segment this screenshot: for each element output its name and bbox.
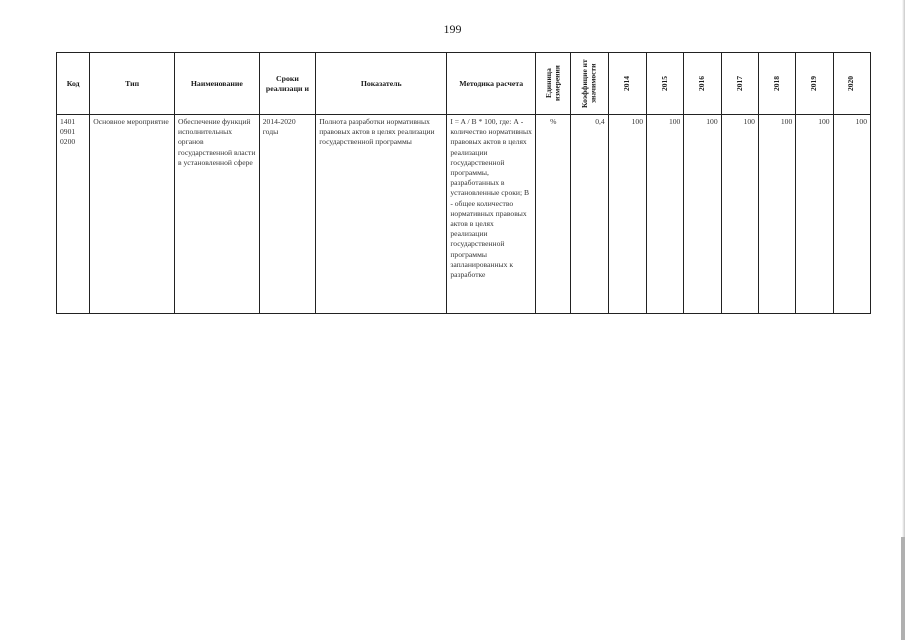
- header-code: Код: [57, 53, 90, 115]
- cell-unit: %: [536, 115, 571, 314]
- header-2018-cell: [758, 53, 795, 115]
- cell-name: Обеспечение функций исполнительных органов государственной власти в установленной сфере: [175, 115, 260, 314]
- header-coef-cell: [571, 53, 608, 115]
- header-2014-cell: [608, 53, 646, 115]
- cell-coef: 0,4: [571, 115, 608, 314]
- header-coef: Коэффицие нт значимости: [579, 59, 598, 108]
- header-2020-cell: [833, 53, 870, 115]
- header-2019: 2019: [809, 76, 819, 91]
- header-type: Тип: [90, 53, 175, 115]
- page-edge-shadow-lower: [901, 537, 905, 640]
- page-number: 199: [443, 22, 462, 36]
- header-unit-cell: [536, 53, 571, 115]
- cell-indicator: Полнота разработки нормативных правовых актов в целях реализации государственной программы: [316, 115, 447, 314]
- indicators-table: [56, 52, 871, 314]
- cell-2015: 100: [647, 115, 684, 314]
- cell-2014: 100: [608, 115, 646, 314]
- header-indicator: Показатель: [316, 53, 447, 115]
- cell-2017: 100: [721, 115, 758, 314]
- header-2019-cell: [796, 53, 833, 115]
- header-2017: 2017: [734, 76, 744, 91]
- header-method: Методика расчета: [447, 53, 536, 115]
- header-unit: Единица измерения: [543, 65, 562, 102]
- table-row: [57, 115, 871, 314]
- cell-method: I = A / B * 100, где: А - количество нормативных правовых актов в целях реализации государственной программы, разработанных в установленные сроки; В - общее количество нормативных правовых актов в целях реализации государственной программы запланированных к разработке: [447, 115, 536, 314]
- header-2020: 2020: [846, 76, 856, 91]
- cell-terms: 2014-2020 годы: [259, 115, 315, 314]
- table-header-row: [57, 53, 871, 115]
- header-2017-cell: [721, 53, 758, 115]
- cell-code: 1401 0901 0200: [57, 115, 90, 314]
- cell-2020: 100: [833, 115, 870, 314]
- header-2018: 2018: [771, 76, 781, 91]
- header-2015-cell: [647, 53, 684, 115]
- header-name: Наименование: [175, 53, 260, 115]
- cell-type: Основное мероприятие: [90, 115, 175, 314]
- header-2016-cell: [684, 53, 721, 115]
- header-2014: 2014: [622, 76, 632, 91]
- cell-2019: 100: [796, 115, 833, 314]
- header-terms: Сроки реализаци и: [259, 53, 315, 115]
- header-2016: 2016: [697, 76, 707, 91]
- cell-2016: 100: [684, 115, 721, 314]
- header-2015: 2015: [659, 76, 669, 91]
- cell-2018: 100: [758, 115, 795, 314]
